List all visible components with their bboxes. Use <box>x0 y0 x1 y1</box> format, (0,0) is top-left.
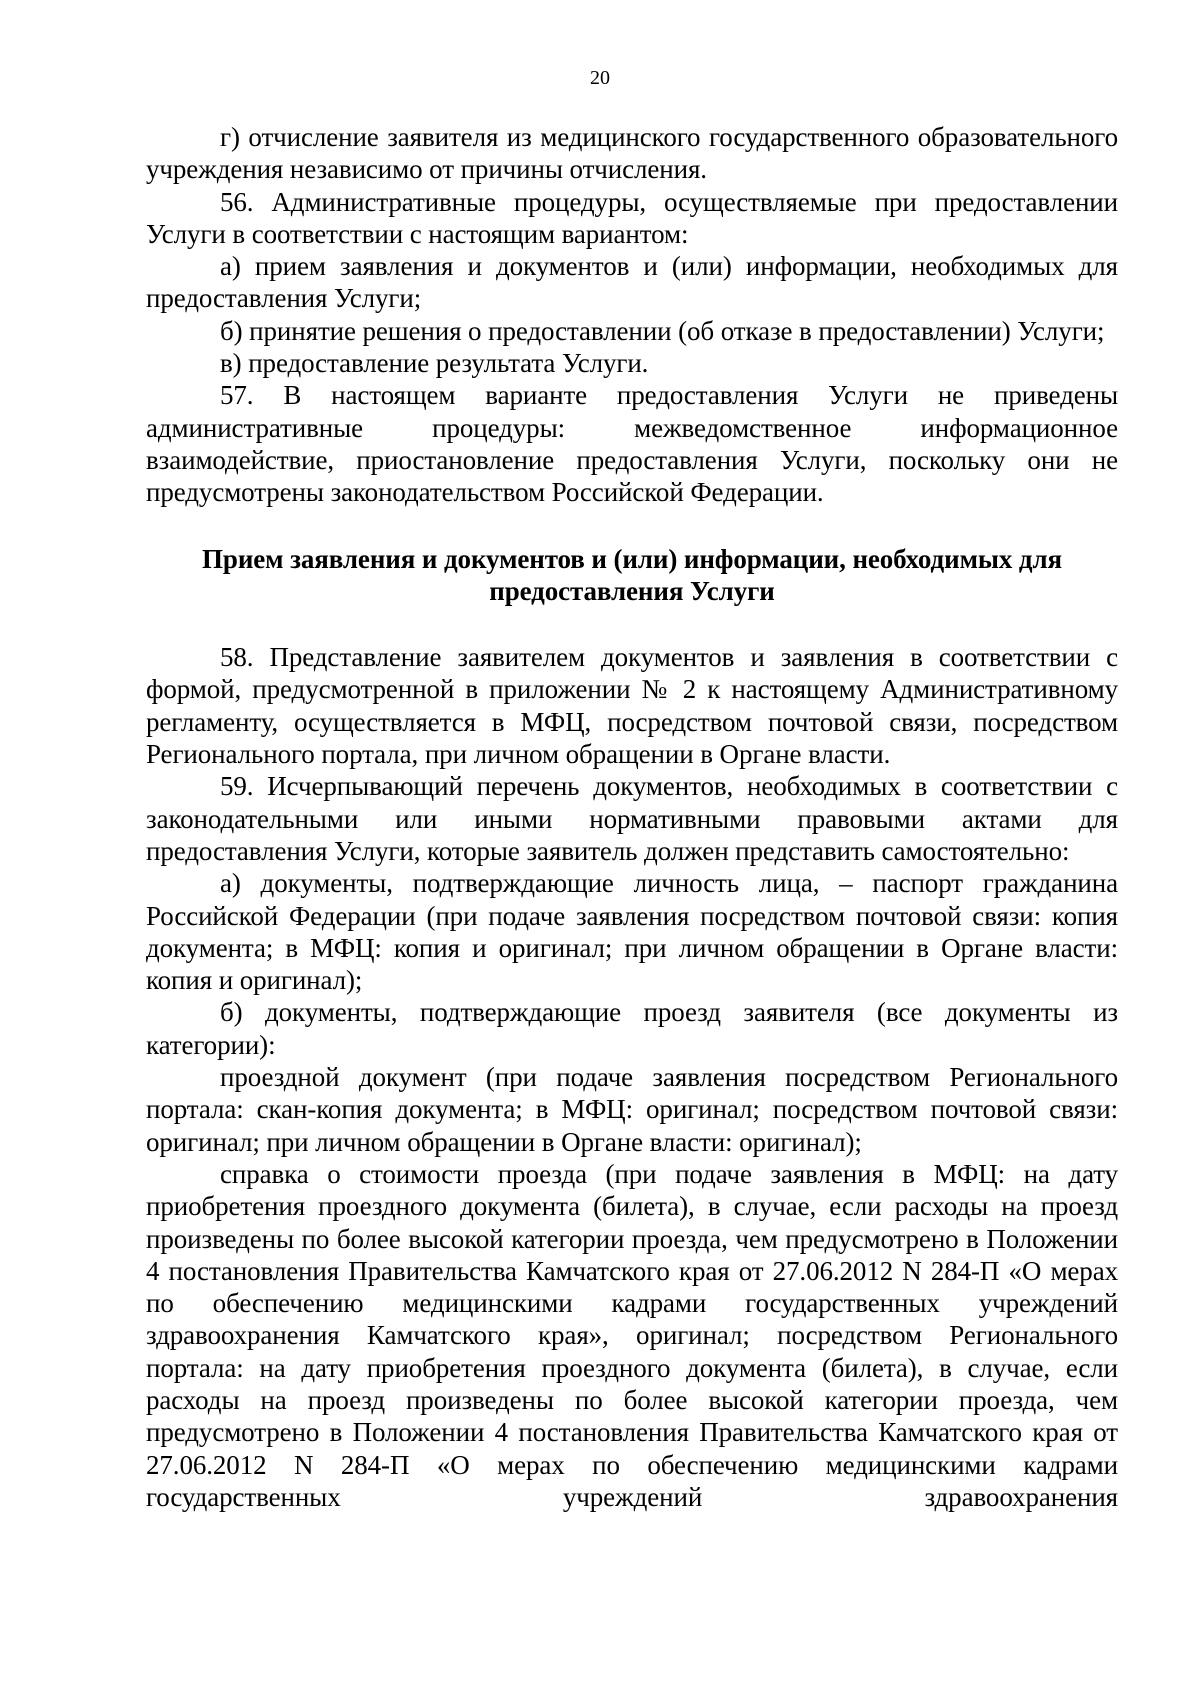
paragraph-56-item-b: б) принятие решения о предоставлении (об отказе в предоставлении) Услуги; <box>220 315 1105 346</box>
paragraph-59-item-a: а) документы, подтверждающие личность лица, – паспорт гражданина Российской Федерации (при подаче заявления посредством почтовой связи: копия документа; в МФЦ: копия и оригинал; при личном обращении в Органе власти: копия и оригинал); <box>146 868 1118 996</box>
paragraph-59-item-b: б) документы, подтверждающие проезд заявителя (все документы из категории): <box>146 997 1118 1060</box>
paragraph-item-g: г) отчисление заявителя из медицинского государственного образовательного учреждения независимо от причины отчисления. <box>146 122 1118 185</box>
section-heading: Прием заявления и документов и (или) информации, необходимых для предоставления Услуги <box>202 543 1062 606</box>
paragraph-56-item-a: а) прием заявления и документов и (или) информации, необходимых для предоставления Услуги; <box>146 251 1118 314</box>
paragraph-fare-certificate: справка о стоимости проезда (при подаче заявления в МФЦ: на дату приобретения проездного документа (билета), в случае, если расходы на проезд произведены по более высокой категории проезда, чем предусмотрено в Положении 4 постановления Правительства Камчатского края от 27.06.2012 N 284-П «О мерах по обеспечению медицинскими кадрами государственных учреждений здравоохранения Камчатского края», оригинал; посредством Регионального портала: на дату приобретения проездного документа (билета), в случае, если расходы на проезд произведены по более высокой категории проезда, чем предусмотрено в Положении 4 постановления Правительства Камчатского края от 27.06.2012 N 284-П «О мерах по обеспечению медицинскими кадрами государственных учреждений здравоохранения <box>146 1158 1118 1512</box>
paragraph-56-item-v: в) предоставление результата Услуги. <box>220 348 649 379</box>
page-number: 20 <box>590 67 610 89</box>
paragraph-58: 58. Представление заявителем документов и заявления в соответствии с формой, предусмотренной в приложении № 2 к настоящему Административному регламенту, осуществляется в МФЦ, посредством почтовой связи, посредством Регионального портала, при личном обращении в Органе власти. <box>146 642 1118 770</box>
paragraph-59: 59. Исчерпывающий перечень документов, необходимых в соответствии с законодательными или иными нормативными правовыми актами для предоставления Услуги, которые заявитель должен представить самостоятельно: <box>146 771 1118 866</box>
document-body <box>146 121 1118 1513</box>
paragraph-travel-document: проездной документ (при подаче заявления посредством Регионального портала: скан-копия документа; в МФЦ: оригинал; посредством почтовой связи: оригинал; при личном обращении в Органе власти: оригинал); <box>146 1062 1118 1157</box>
paragraph-57: 57. В настоящем варианте предоставления Услуги не приведены административные процедуры: межведомственное информационное взаимодействие, приостановление предоставления Услуги, поскольку они не предусмотрены законодательством Российской Федерации. <box>146 380 1118 508</box>
paragraph-56: 56. Административные процедуры, осуществляемые при предоставлении Услуги в соответствии с настоящим вариантом: <box>146 186 1118 249</box>
